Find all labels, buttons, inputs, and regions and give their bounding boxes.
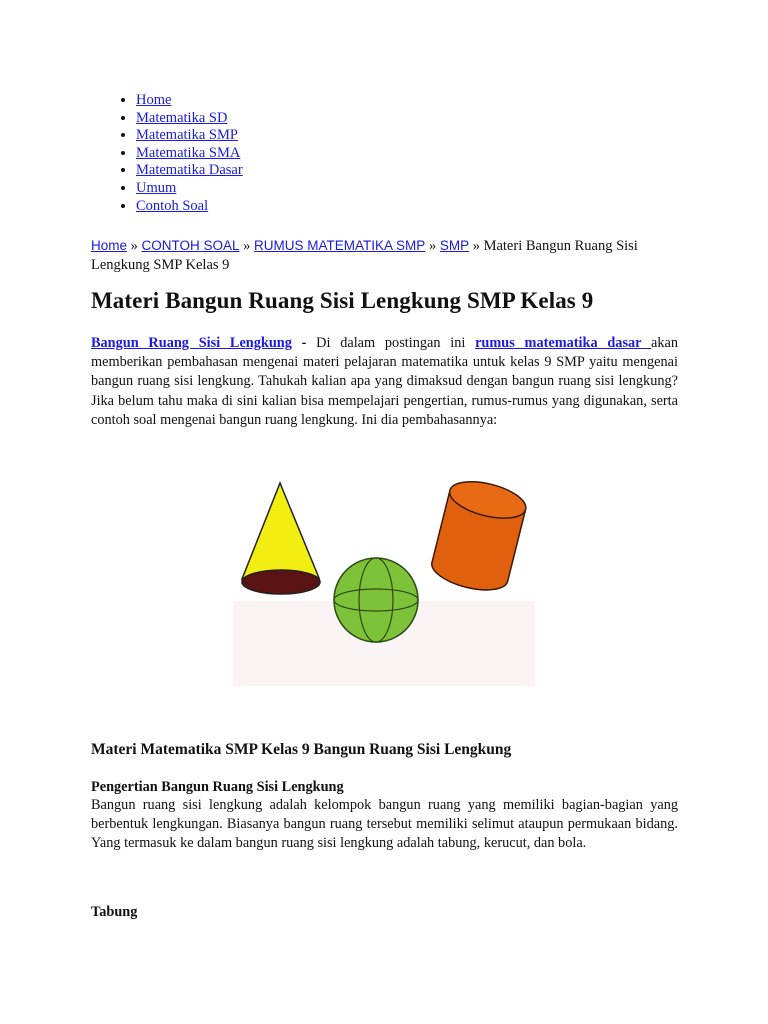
cylinder-shape [428, 475, 529, 597]
nav-item-umum [136, 180, 243, 198]
breadcrumb-smp[interactable]: SMP [439, 238, 470, 253]
breadcrumb-separator: » [428, 238, 437, 254]
nav-link-contoh-soal[interactable]: Contoh Soal [136, 197, 209, 214]
sub-heading: Pengertian Bangun Ruang Sisi Lengkung [91, 779, 344, 795]
cone-shape [242, 483, 320, 594]
nav-item-matematika-dasar [136, 162, 243, 180]
nav-link-umum[interactable]: Umum [136, 179, 177, 196]
nav-menu [91, 92, 243, 215]
intro-dash: - [291, 335, 317, 351]
nav-link-matematika-dasar[interactable]: Matematika Dasar [136, 162, 243, 179]
nav-link-matematika-smp[interactable]: Matematika SMP [136, 127, 238, 144]
section-heading: Materi Matematika SMP Kelas 9 Bangun Ruang Sisi Lengkung [91, 741, 512, 758]
shapes-illustration [233, 441, 535, 686]
sphere-shape [334, 558, 418, 642]
breadcrumb-current: Materi Bangun Ruang Sisi Lengkung SMP Kelas 9 [91, 238, 638, 273]
tabung-heading: Tabung [91, 904, 138, 920]
breadcrumb-separator: » [130, 238, 138, 254]
intro-link-rumus-dasar[interactable]: rumus matematika dasar [475, 335, 651, 351]
breadcrumb-rumus-smp[interactable]: RUMUS MATEMATIKA SMP [254, 238, 426, 253]
nav-link-matematika-sd[interactable]: Matematika SD [136, 109, 228, 126]
nav-link-home[interactable]: Home [136, 92, 172, 108]
intro-link-bangun-ruang[interactable]: Bangun Ruang Sisi Lengkung [91, 335, 292, 351]
breadcrumb-home[interactable]: Home [91, 238, 128, 253]
nav-link-matematika-sma[interactable]: Matematika SMA [136, 144, 241, 161]
intro-text-2: akan memberikan pembahasan mengenai materi pelajaran matematika untuk kelas 9 SMP yaitu mengenai bangun ruang sisi lengkung. Tahukah kalian apa yang dimaksud dengan bangun ruang sisi lengkung? Jika belum tahu maka di sini kalian bisa mempelajari pengertian, rumus-rumus yang digunakan, serta contoh soal mengenai bangun ruang lengkung. Ini dia pembahasannya: [91, 335, 678, 428]
shapes-svg [233, 441, 535, 686]
breadcrumb-separator: » [243, 238, 251, 254]
nav-item-contoh-soal [136, 198, 243, 216]
breadcrumb [91, 236, 681, 275]
breadcrumb-contoh-soal[interactable]: CONTOH SOAL [141, 238, 240, 253]
nav-item-matematika-sma [136, 145, 243, 163]
definition-paragraph: Bangun ruang sisi lengkung adalah kelompok bangun ruang yang memiliki bagian-bagian yang berbentuk lengkungan. Biasanya bangun ruang tersebut memiliki selimut ataupun permukaan bidang. Yang termasuk ke dalam bangun ruang sisi lengkung adalah tabung, kerucut, dan bola. [91, 797, 678, 852]
nav-item-home [136, 92, 243, 110]
breadcrumb-separator: » [472, 238, 480, 254]
nav-item-matematika-smp [136, 127, 243, 145]
page-title: Materi Bangun Ruang Sisi Lengkung SMP Kelas 9 [91, 288, 594, 313]
intro-paragraph [91, 334, 678, 430]
intro-text-1: Di dalam postingan ini [316, 335, 476, 351]
nav-item-matematika-sd [136, 110, 243, 128]
